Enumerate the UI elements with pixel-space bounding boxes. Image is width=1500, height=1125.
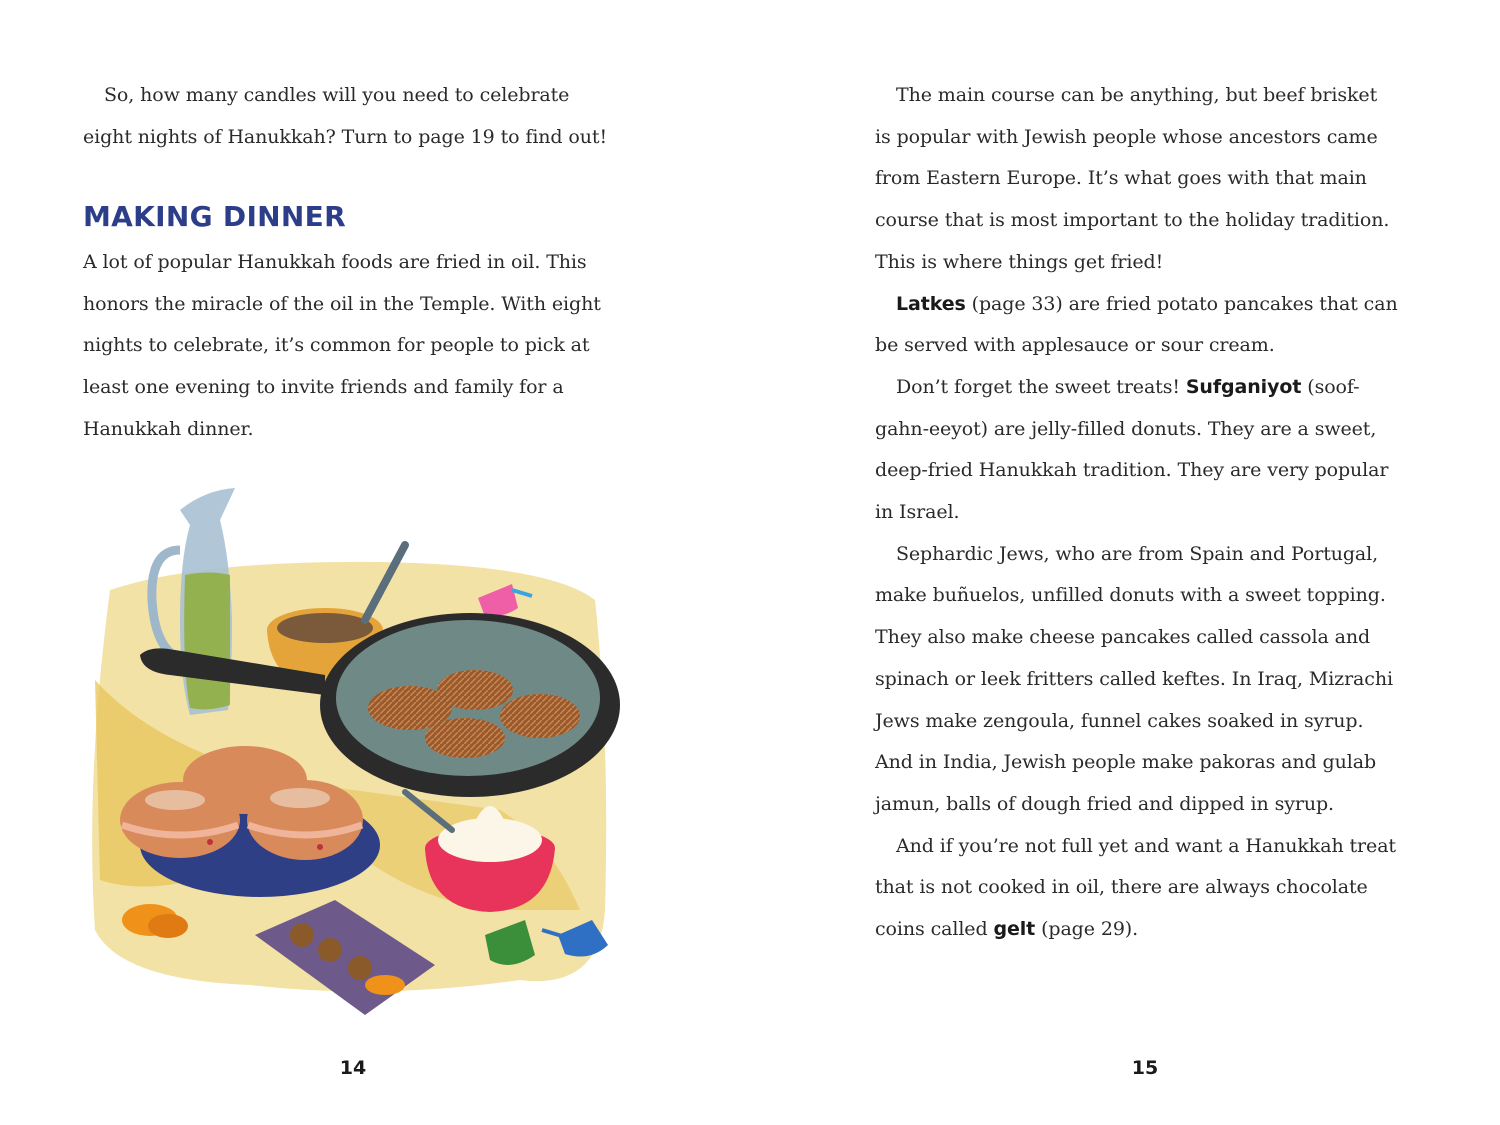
text-segment: Jews make zengoula, funnel cakes soaked in syrup. xyxy=(875,709,1364,732)
text-segment: The main course can be anything, but beef brisket xyxy=(896,84,1378,106)
body-line: A lot of popular Hanukkah foods are fried in oil. This xyxy=(83,251,587,273)
intro-line: So, how many candles will you need to celebrate xyxy=(104,84,570,106)
body-line xyxy=(875,158,1435,200)
body-line xyxy=(875,742,1435,784)
body-line xyxy=(875,701,1435,743)
text-segment: And if you’re not full yet and want a Hanukkah treat xyxy=(896,834,1396,857)
text-segment: be served with applesauce or sour cream. xyxy=(875,334,1275,357)
body-line xyxy=(875,575,1435,617)
body-line xyxy=(875,367,1435,409)
body-line xyxy=(875,659,1435,701)
hanukkah-dinner-illustration xyxy=(80,480,640,1035)
text-segment: is popular with Jewish people whose ancestors came xyxy=(875,125,1378,148)
body-line: Hanukkah dinner. xyxy=(83,417,254,440)
text-segment: from Eastern Europe. It’s what goes with that main xyxy=(875,167,1367,190)
body-line xyxy=(875,284,1435,326)
text-segment: spinach or leek fritters called keftes. In Iraq, Mizrachi xyxy=(875,667,1393,690)
text-segment: And in India, Jewish people make pakoras and gulab xyxy=(875,751,1377,774)
text-segment: in Israel. xyxy=(875,501,960,524)
text-segment: jamun, balls of dough fried and dipped in syrup. xyxy=(875,792,1334,815)
text-segment: This is where things get fried! xyxy=(875,250,1164,273)
text-segment: deep-fried Hanukkah tradition. They are very popular xyxy=(875,459,1389,482)
body-line xyxy=(875,867,1435,909)
text-segment: (soof- xyxy=(1301,375,1360,398)
body-line xyxy=(875,409,1435,451)
right-page-text xyxy=(875,75,1435,951)
body-line xyxy=(875,617,1435,659)
text-segment: coins called xyxy=(875,918,994,941)
text-segment: that is not cooked in oil, there are always chocolate xyxy=(875,876,1368,899)
text-segment: (page 29). xyxy=(1035,918,1139,941)
body-line xyxy=(875,325,1435,367)
page-number-left: 14 xyxy=(339,1057,367,1079)
glossary-term: Latkes xyxy=(896,292,966,315)
text-segment: gahn-eeyot) are jelly-filled donuts. They are a sweet, xyxy=(875,417,1377,440)
text-segment: They also make cheese pancakes called cassola and xyxy=(875,626,1371,649)
body-line: least one evening to invite friends and family for a xyxy=(83,376,564,399)
body-line xyxy=(875,75,1435,117)
body-line: honors the miracle of the oil in the Temple. With eight xyxy=(83,292,601,315)
section-heading: MAKING DINNER xyxy=(83,200,346,233)
intro-line: eight nights of Hanukkah? Turn to page 19 to find out! xyxy=(83,125,607,148)
intro-paragraph xyxy=(83,75,643,158)
body-line xyxy=(875,117,1435,159)
text-segment: Sephardic Jews, who are from Spain and Portugal, xyxy=(896,542,1379,565)
body-line xyxy=(875,450,1435,492)
text-segment: make buñuelos, unfilled donuts with a sweet topping. xyxy=(875,584,1386,607)
body-line xyxy=(875,784,1435,826)
body-line: nights to celebrate, it’s common for people to pick at xyxy=(83,334,590,357)
body-line xyxy=(875,492,1435,534)
body-line xyxy=(875,200,1435,242)
body-line xyxy=(875,242,1435,284)
text-segment: Don’t forget the sweet treats! xyxy=(896,375,1186,398)
page-number-right: 15 xyxy=(1131,1057,1159,1079)
glossary-term: Sufganiyot xyxy=(1185,375,1302,398)
making-dinner-paragraph xyxy=(83,242,643,451)
body-line xyxy=(875,534,1435,576)
body-line xyxy=(875,826,1435,868)
glossary-term: gelt xyxy=(993,918,1036,941)
right-page xyxy=(750,0,1500,1125)
text-segment: (page 33) are fried potato pancakes that can xyxy=(965,292,1398,315)
body-line xyxy=(875,909,1435,951)
text-segment: course that is most important to the holiday tradition. xyxy=(875,209,1390,232)
